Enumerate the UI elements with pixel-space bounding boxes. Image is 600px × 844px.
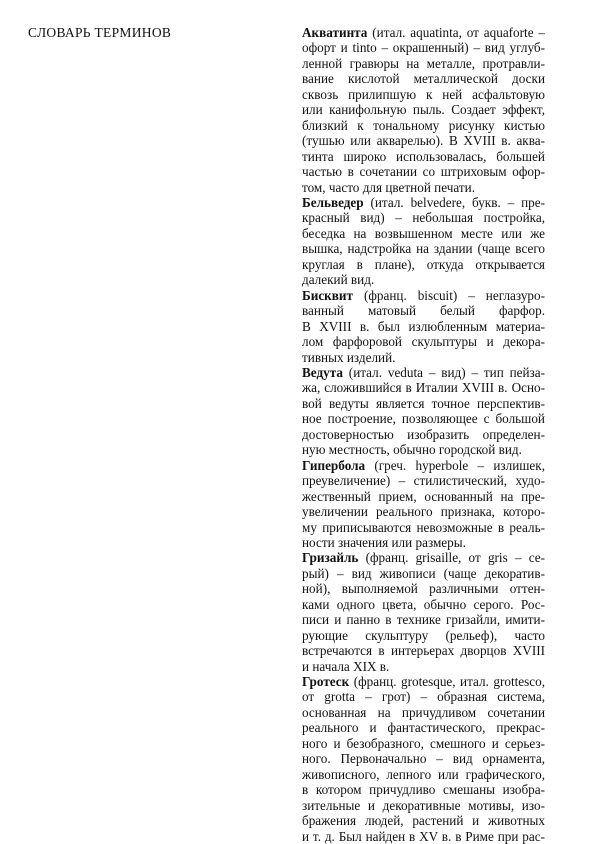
page-heading: СЛОВАРЬ ТЕРМИНОВ <box>28 25 172 40</box>
text-line <box>302 40 545 55</box>
entry-text: ной), выполняемой различными оттен- <box>302 581 545 597</box>
text-line <box>302 257 545 272</box>
text-line <box>302 334 545 349</box>
entry-text: вой ведуты является точное перспектив- <box>302 395 545 411</box>
entry-text: и т. д. Был найден в XV в. в Риме при рас- <box>302 828 545 844</box>
text-line <box>302 736 545 751</box>
entry-text: рый) – вид живописи (чаще декоратив- <box>302 565 545 581</box>
entry-text: встречаются в интерьерах дворцов XVIII <box>302 643 545 659</box>
entry-text: том, часто для цветной печати. <box>302 179 476 195</box>
text-line <box>302 365 545 380</box>
entry-text: вание кислотой металлической доски <box>302 71 545 87</box>
text-line <box>302 782 545 797</box>
entry-text: тивных изделий. <box>302 349 396 365</box>
entry-text: живописного, лепного или графического, <box>302 766 545 782</box>
entry-text: В XVIII в. был излюбленным материа- <box>302 318 545 334</box>
entry-text: (франц. grisaille, от gris – се- <box>358 550 545 566</box>
entry-text: (франц. grotesque, итал. grottesco, <box>349 674 545 690</box>
text-line <box>302 396 545 411</box>
entry-text: жественный прием, основанный на пре- <box>302 488 545 504</box>
text-line <box>302 25 545 40</box>
text-line <box>302 241 545 256</box>
text-line <box>302 520 545 535</box>
text-line <box>302 813 545 828</box>
text-line <box>302 303 545 318</box>
entry-text: (тушью или акварелью). В XVIII в. аква- <box>302 133 545 149</box>
entry-text: (итал. belvedere, букв. – пре- <box>363 194 545 210</box>
glossary-entry <box>302 674 545 844</box>
entry-text: жа, сложившийся в Италии XVIII в. Осно- <box>302 380 545 396</box>
entry-text: частью в сочетании со штриховым офор- <box>302 164 545 180</box>
text-line <box>302 87 545 102</box>
text-line <box>302 535 545 550</box>
text-line <box>302 473 545 488</box>
text-line <box>302 581 545 596</box>
text-line <box>302 411 545 426</box>
entry-text: близкий к тональному рисунку кистью <box>302 117 545 133</box>
entry-term: Гризайль <box>302 550 359 566</box>
entry-text: ное построение, позволяющее с большой <box>302 411 545 427</box>
entry-text: зительные и декоративные мотивы, изо- <box>302 797 545 813</box>
entry-text: круглая в плане), откуда открывается <box>302 256 545 272</box>
entry-text: писи и панно в технике гризайли, имити- <box>302 612 545 628</box>
text-line <box>302 195 545 210</box>
entry-text: преувеличение) – стилистический, худо- <box>302 473 545 489</box>
entry-text: сквозь прилипшую к ней асфальтовую <box>302 86 545 102</box>
text-line <box>302 689 545 704</box>
entry-text: увеличении реального признака, которо- <box>302 504 545 520</box>
entry-text: ками одного цвета, обычно серого. Рос- <box>302 596 545 612</box>
entry-term: Гипербола <box>302 457 366 473</box>
text-line <box>302 288 545 303</box>
text-line <box>302 566 545 581</box>
entry-text: вышка, надстройка на здании (чаще всего <box>302 241 545 257</box>
entry-text: или канифольную пыль. Создает эффект, <box>302 102 545 118</box>
glossary-entry <box>302 458 545 551</box>
entry-term: Бельведер <box>302 194 364 210</box>
entry-text: (греч. hyperbole – излишек, <box>365 457 545 473</box>
text-line <box>302 458 545 473</box>
text-line <box>302 612 545 627</box>
entry-text: реального и фантастического, прекрас- <box>302 720 545 736</box>
text-line <box>302 272 545 287</box>
entry-term: Бисквит <box>302 287 353 303</box>
entry-term: Акватинта <box>302 25 368 40</box>
text-line <box>302 226 545 241</box>
text-line <box>302 829 545 844</box>
text-line <box>302 210 545 225</box>
text-line <box>302 659 545 674</box>
text-line <box>302 798 545 813</box>
entry-text: и начала XIX в. <box>302 658 390 674</box>
entry-text: (франц. biscuit) – неглазуро- <box>352 287 545 303</box>
text-line <box>302 597 545 612</box>
entry-text: основанная на причудливом сочетании <box>302 704 545 720</box>
glossary-entry <box>302 365 545 458</box>
entry-text: ванный матовый белый фарфор. <box>302 303 545 319</box>
entry-text: ности значения или размеры. <box>302 534 466 550</box>
text-line <box>302 56 545 71</box>
text-line <box>302 674 545 689</box>
entry-text: (итал. aquatinta, от aquaforte – <box>367 25 545 40</box>
text-line <box>302 442 545 457</box>
entry-text: далекий вид. <box>302 272 375 288</box>
entry-text: красный вид) – небольшая постройка, <box>302 210 545 226</box>
text-line <box>302 149 545 164</box>
text-line <box>302 319 545 334</box>
entry-text: ленной гравюры на металле, протравли- <box>302 55 545 71</box>
entry-text: ного. Первоначально – вид орнамента, <box>302 751 545 767</box>
glossary-entry <box>302 25 545 195</box>
entry-text: ную местность, обычно городской вид. <box>302 442 522 458</box>
entry-term: Ведута <box>302 364 343 380</box>
entry-text: беседка на возвышенном месте или же <box>302 225 545 241</box>
entry-text: в котором причудливо смешаны изобра- <box>302 782 545 798</box>
entry-text: тинта широко использовалась, большей <box>302 148 545 164</box>
text-line <box>302 350 545 365</box>
text-line <box>302 550 545 565</box>
entry-term: Гротеск <box>302 674 350 690</box>
text-line <box>302 180 545 195</box>
text-line <box>302 118 545 133</box>
glossary-entry <box>302 195 545 288</box>
text-line <box>302 705 545 720</box>
text-line <box>302 489 545 504</box>
text-line <box>302 164 545 179</box>
text-line <box>302 427 545 442</box>
text-line <box>302 133 545 148</box>
entry-text: рующие скульптуру (рельеф), часто <box>302 627 545 643</box>
entry-text: бражения людей, растений и животных <box>302 813 545 829</box>
glossary-entry <box>302 288 545 365</box>
text-line <box>302 504 545 519</box>
entry-text: лом фарфоровой скульптуры и декора- <box>302 334 545 350</box>
glossary-column <box>302 25 545 844</box>
text-line <box>302 71 545 86</box>
glossary-entry <box>302 550 545 674</box>
text-line <box>302 380 545 395</box>
text-line <box>302 102 545 117</box>
text-line <box>302 751 545 766</box>
entry-text: от grotta – грот) – образная система, <box>302 689 545 705</box>
text-line <box>302 643 545 658</box>
text-line <box>302 720 545 735</box>
entry-text: му приписываются невозможные в реаль- <box>302 519 545 535</box>
entry-text: (итал. veduta – вид) – тип пейза- <box>342 364 545 380</box>
entry-text: ного и безобразного, смешного и серьез- <box>302 735 545 751</box>
text-line <box>302 628 545 643</box>
entry-text: достоверностью изобразить определен- <box>302 426 545 442</box>
entry-text: офорт и tinto – окрашенный) – вид углуб- <box>302 40 545 56</box>
text-line <box>302 767 545 782</box>
